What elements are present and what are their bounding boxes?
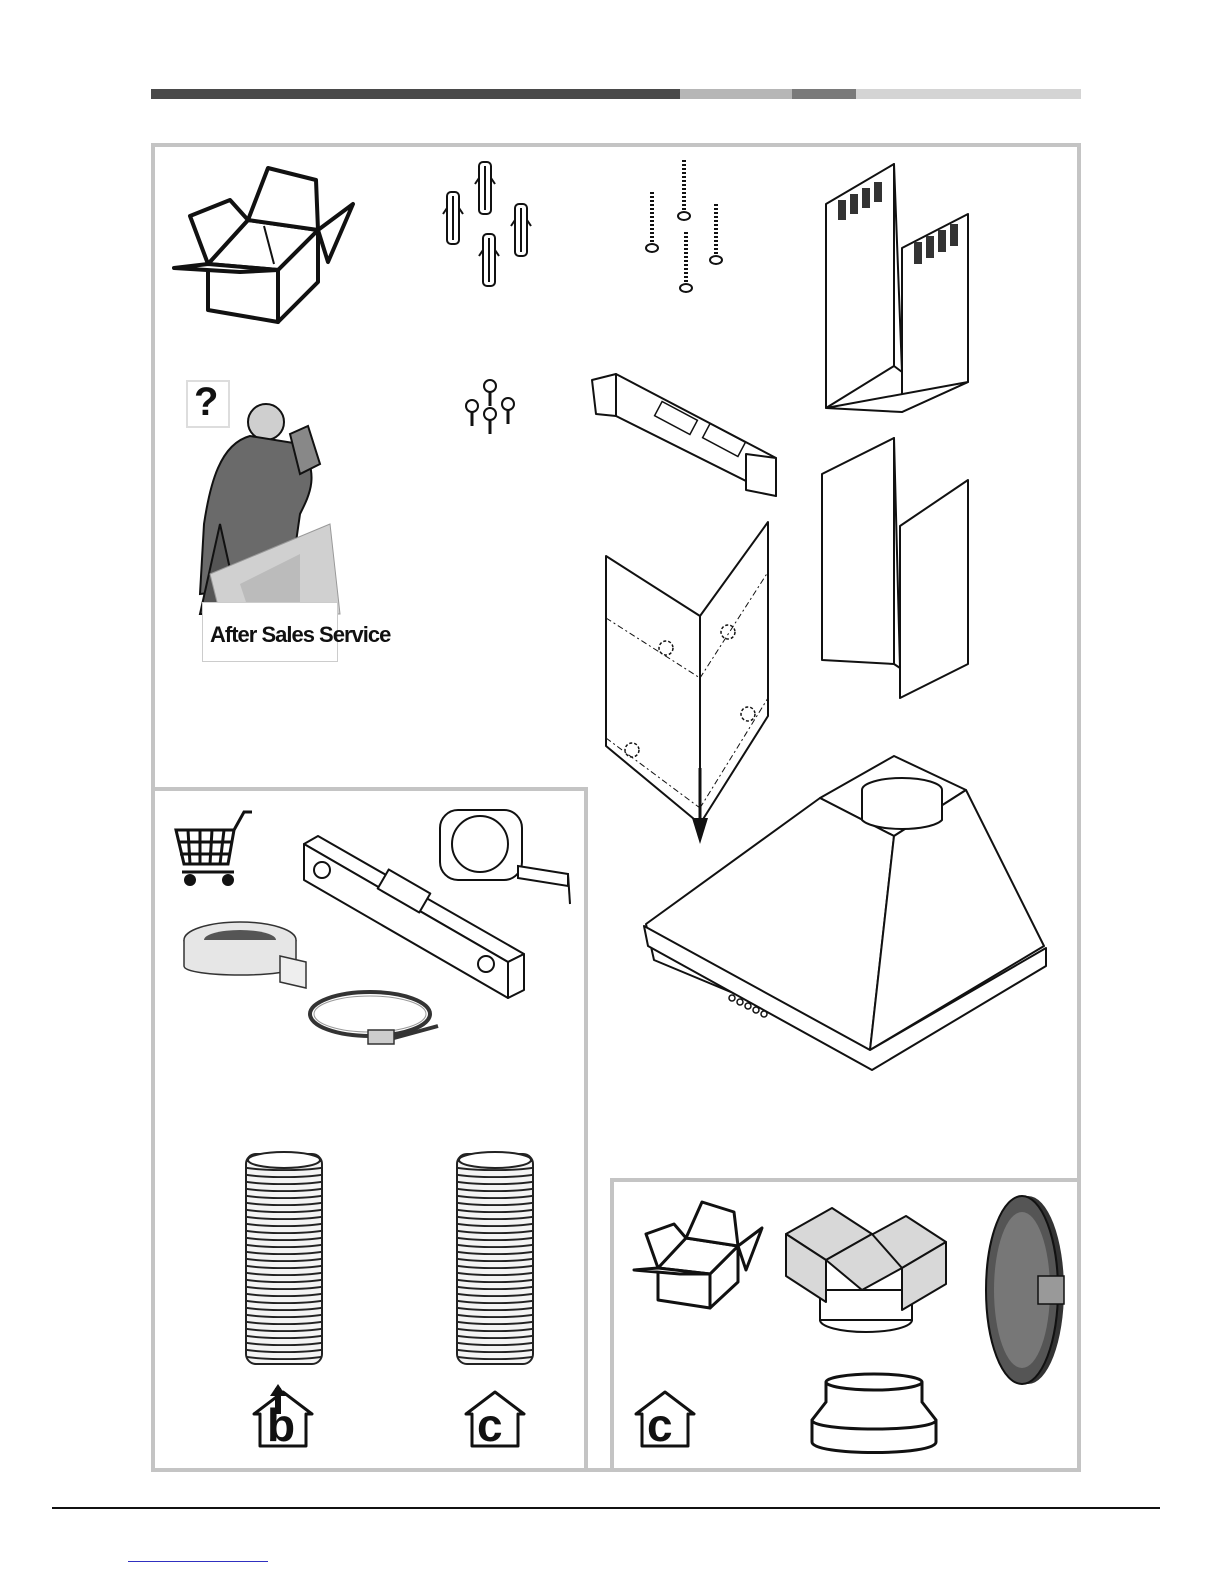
service-person-icon [180,374,391,666]
deflector-icon [782,1194,950,1338]
mounting-bracket-icon [586,370,782,502]
sealing-tape-icon [180,916,310,992]
recirculation-house-icon [462,1384,528,1450]
wall-plug-icon [443,158,538,290]
lower-chimney-icon [818,434,974,702]
short-screw-icon [460,378,520,440]
footer-rule [52,1507,1160,1509]
flexible-duct-icon [244,1150,324,1368]
ducted-house-icon [250,1384,316,1450]
after-sales-label: After Sales Service [210,622,391,647]
header-bar-dark [151,89,680,99]
header-bar-mid [792,89,856,99]
cooker-hood-icon [640,750,1050,1072]
footer-link-underline[interactable] [128,1561,268,1562]
hose-clamp-icon [304,986,444,1058]
ducted-house-letter: b [267,1399,296,1451]
reduction-flange-icon [808,1370,940,1454]
box-icon [168,160,360,326]
recirculation-house-letter: c [647,1399,673,1451]
question-mark: ? [194,380,218,424]
upper-chimney-icon [820,160,975,412]
recirculation-house-icon [632,1384,698,1450]
long-screw-icon [640,160,730,296]
header-bar-light [680,89,792,99]
recirculation-house-letter: c [477,1399,503,1451]
box-icon [630,1196,766,1312]
carbon-filter-icon [976,1192,1068,1394]
flexible-duct-icon [455,1150,535,1368]
tape-measure-icon [436,806,574,910]
shopping-cart-icon [172,808,256,890]
header-bar-pale [856,89,1081,99]
